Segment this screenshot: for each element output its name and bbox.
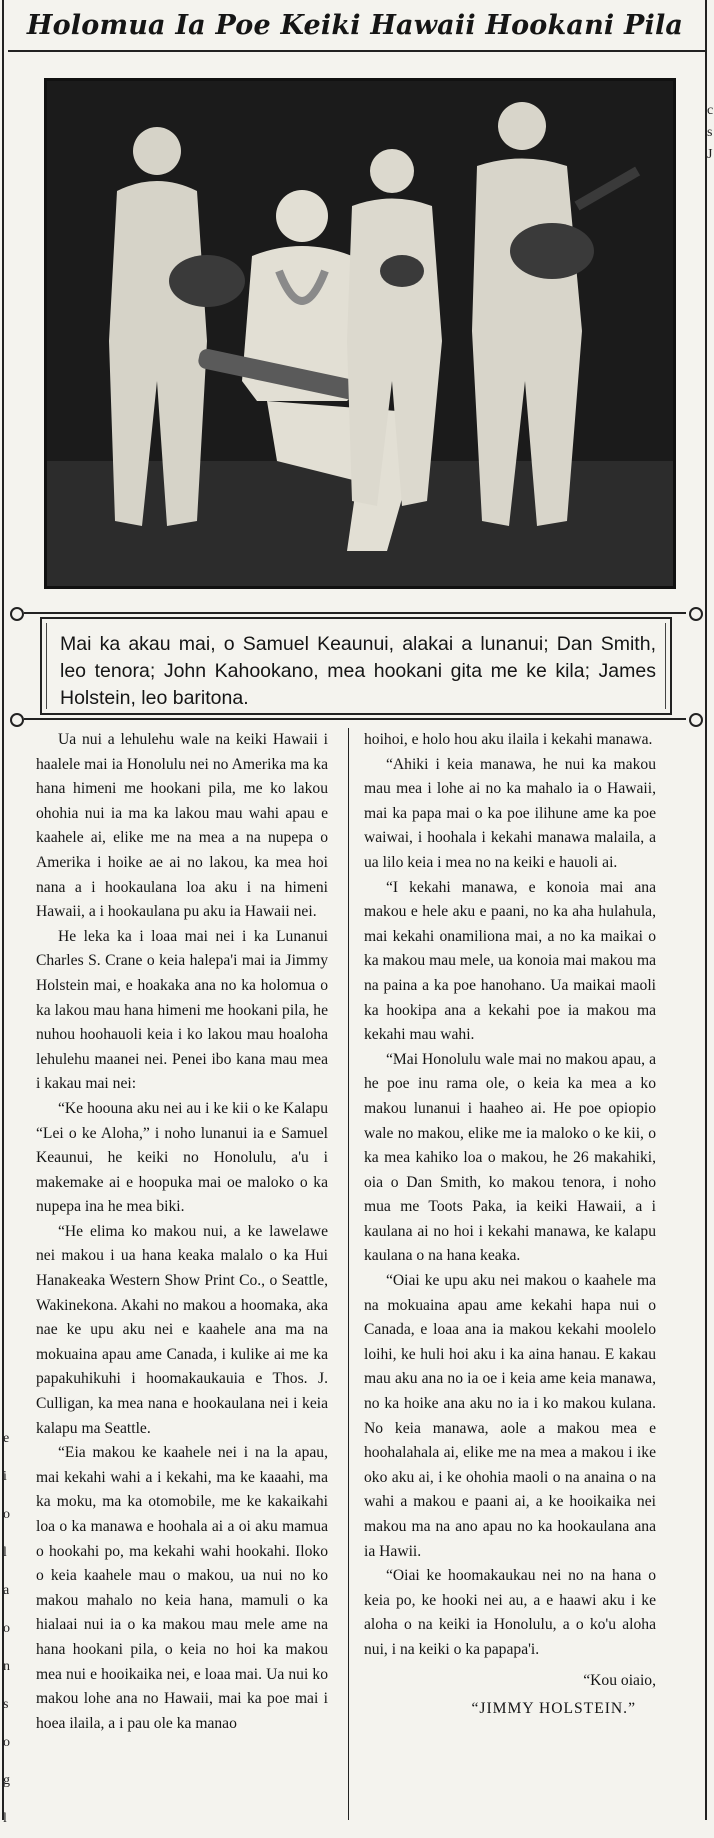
column-divider bbox=[348, 728, 349, 1820]
paragraph: “Ke hoouna aku nei au i ke kii o ke Kalapu “Lei o ke Aloha,” i noho lunanui ia e Samuel Keaunui, he keiki no Honolulu, a'u i makemake ai e hoopuka mai oe maloko o ka nupepa ina he mea biki. bbox=[36, 1099, 328, 1216]
adjacent-column-fragment: e i o l a o n s o g l bbox=[3, 1431, 10, 1826]
paragraph: “Oiai ke hoomakaukau nei no na hana o keia po, ke hooki nei au, a e haawi aku i ke aloha o na keiki ia Honolulu, a o ko'u aloha nui, i na keiki o ka papapa'i. bbox=[364, 1567, 656, 1658]
closing-line: “Kou oiaio, bbox=[583, 1671, 656, 1689]
paragraph: “Oiai ke upu aku nei makou o kaahele ma na mokuaina apau ame kekahi hapa nui o Canada, e loaa ana ia makou kekahi moolelo loihi, ke huli hoi aku i ka aina hanau. E kakau mau aku ana no ia oe i keia ame keia manawa, no ka hoike ana aku no ia i ko makou kulana. No keia manawa, aole a makou mea e hoohalahala ai, elike me na mea a makou i ike oko aku ai, i ke ohohia maoli o na anaina o na wahi a makou e paani ai, a ke hooikaika nei makou ma na ano apau no ka hookaulana ana ia Hawii. bbox=[364, 1272, 656, 1560]
caption-box bbox=[40, 617, 672, 715]
article-column-right bbox=[364, 728, 656, 1722]
photo-caption: Mai ka akau mai, o Samuel Keaunui, alakai a lunanui; Dan Smith, leo tenora; John Kahookano, mea hookani gita me ke kila; James Holstein, leo baritona. bbox=[60, 633, 656, 709]
ornament-dot bbox=[10, 607, 24, 621]
headline: Holomua Ia Poe Keiki Hawaii Hookani Pila bbox=[26, 10, 684, 41]
headline-rule bbox=[8, 50, 705, 52]
group-photo-drawing bbox=[47, 81, 673, 586]
paragraph: “He elima ko makou nui, a ke lawelawe nei makou i ua hana keaka malalo o ka Hui Hanakeaka Western Show Print Co., o Seattle, Wakinekona. Akahi no makou a hoomaka, aka nae ke upu aku nei e kaahele ana ma na mokuaina apau ame Canada, i kulike ai me ka papakuhikuhi i hoomakaukauia e Thos. J. Culligan, ka mea nana e hookaulana nei i keia kalapu ma Seattle. bbox=[36, 1222, 328, 1437]
paragraph: “Ahiki i keia manawa, he nui ka makou mau mea i lohe ai no ka mahalo ia o Hawaii, mai ka papa mai o ka poe ilihune ame ka poe waiwai, i hoohala i kekahi manawa malaila, a ua lilo keia i mea no na keiki e hauoli ai. bbox=[364, 755, 656, 871]
group-photo bbox=[44, 78, 676, 589]
ornament-dot bbox=[689, 713, 703, 727]
paragraph: He leka ka i loaa mai nei i ka Lunanui Charles S. Crane o keia halepa'i mai ia Jimmy Holstein mai, e hoakaka ana no ka holomua o ka lakou mau hana himeni me hookani pila, he nuhou hoohauoli keia i ko lakou mau hoaloha lehulehu maanei nei. Penei ibo kana mau mea i kakau mai nei: bbox=[36, 927, 328, 1093]
adjacent-column-fragment: c s J bbox=[707, 103, 714, 162]
paragraph: “Eia makou ke kaahele nei i na la apau, mai kekahi wahi a i kekahi, ma ke kaaahi, ma ka moku, ma ka otomobile, me ke kakaikahi loa o ka manawa e hoohala ai a oi aku mamua o hookahi po, ma kekahi wahi hookahi. Iloko o keia kaahele mau o makou, ua nui no ko makou mahalo no keia hana, mamuli o ka hialaai nui ia o ka makou mau mele ame na hana hookani pila, o keia no hoi ka makou mea nui e hooikaika nei, e loaa mai. Ua nui ko makou lohe ana no Hawaii, mai ka poe mai i hoea ilaila, a i pau ole ka manao bbox=[36, 1444, 328, 1732]
right-page-rule bbox=[705, 0, 707, 1820]
paragraph: Ua nui a lehulehu wale na keiki Hawaii i haalele mai ia Honolulu nei no Amerika ma ka hana himeni me hookani pila, me ko lakou ohohia nui ia ma ka lakou mau wahi apau e kaahele ai, elike me na mea a na nupepa o Amerika i hoike ae ai no lakou, ka mea hoi nana a i hookaulana loa aku i na himeni Hawaii, a i hookaulana pu aku ia Hawaii nei. bbox=[36, 731, 328, 921]
article-column-left bbox=[36, 728, 328, 1736]
caption-bottom-rule bbox=[24, 718, 686, 720]
signature: “JIMMY HOLSTEIN.” bbox=[471, 1700, 636, 1718]
paragraph: hoihoi, e holo hou aku ilaila i kekahi manawa. bbox=[364, 731, 653, 748]
caption-top-rule bbox=[24, 612, 686, 614]
ornament-dot bbox=[10, 713, 24, 727]
ornament-dot bbox=[689, 607, 703, 621]
paragraph: “I kekahi manawa, e konoia mai ana makou e hele aku e paani, no ka aha hulahula, mai kekahi onamiliona mai, a no ka maikai o ka makou mau mele, ua konoia mai makou ma na paina a ka poe hanohano. Ua maikai maoli ka hookipa ana a kekahi poe ia makou ma kekahi mau wahi. bbox=[364, 878, 656, 1044]
paragraph: “Mai Honolulu wale mai no makou apau, a he poe inu rama ole, o keia ka mea a ko makou lunanui i haaheo ai. He poe opiopio wale no makou, elike me ia maloko o ke kii, o ka mea kahiko loa o makou, he 26 makahiki, oia o Dan Smith, ko makou tenora, i noho mua me Toots Paka, ia keiki Hawaii, a i kaulana ai no hoi i kekahi manawa, ke kalapu kaulana o na hana keaka. bbox=[364, 1050, 656, 1265]
